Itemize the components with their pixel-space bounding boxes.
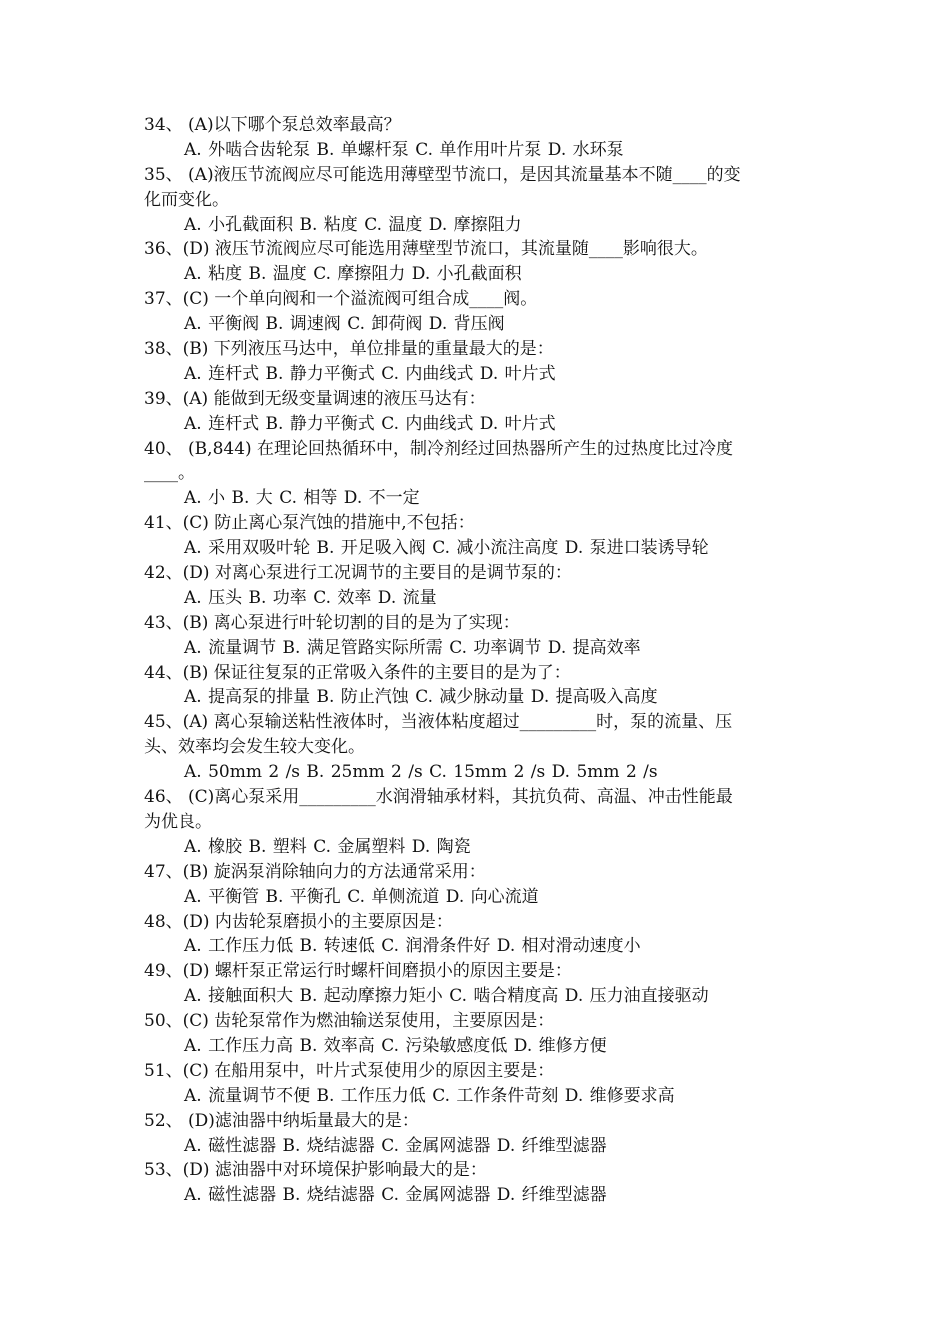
answer-options: A. 50mm 2 /s B. 25mm 2 /s C. 15mm 2 /s D. 5mm 2 /s (184, 762, 658, 783)
answer-options: A. 接触面积大 B. 起动摩擦力矩小 C. 啮合精度高 D. 压力油直接驱动 (184, 986, 709, 1007)
question-text: 45、(A) 离心泵输送粘性液体时，当液体粘度超过_________时，泵的流量、压 (144, 712, 733, 733)
answer-options: A. 工作压力高 B. 效率高 C. 污染敏感度低 D. 维修方便 (184, 1035, 607, 1056)
question-text: 48、(D) 内齿轮泵磨损小的主要原因是： (144, 911, 453, 932)
answer-options: A. 平衡管 B. 平衡孔 C. 单侧流道 D. 向心流道 (184, 886, 539, 907)
answer-options: A. 外啮合齿轮泵 B. 单螺杆泵 C. 单作用叶片泵 D. 水环泵 (184, 139, 624, 160)
question-text-continued: 化而变化。 (144, 189, 229, 210)
answer-options: A. 平衡阀 B. 调速阀 C. 卸荷阀 D. 背压阀 (184, 314, 505, 335)
question-text: 40、 (B,844) 在理论回热循环中，制冷剂经过回热器所产生的过热度比过冷度 (144, 438, 734, 459)
answer-options: A. 小 B. 大 C. 相等 D. 不一定 (184, 488, 420, 509)
question-text: 44、(B) 保证往复泵的正常吸入条件的主要目的是为了： (144, 662, 571, 683)
question-text: 46、 (C)离心泵采用_________水润滑轴承材料，其抗负荷、高温、冲击性能最 (144, 787, 733, 808)
question-text-continued: ____。 (144, 463, 195, 484)
question-text: 49、(D) 螺杆泵正常运行时螺杆间磨损小的原因主要是： (144, 961, 572, 982)
answer-options: A. 连杆式 B. 静力平衡式 C. 内曲线式 D. 叶片式 (184, 363, 556, 384)
question-text: 42、(D) 对离心泵进行工况调节的主要目的是调节泵的： (144, 563, 572, 584)
answer-options: A. 流量调节 B. 满足管路实际所需 C. 功率调节 D. 提高效率 (184, 637, 641, 658)
question-text: 35、 (A)液压节流阀应尽可能选用薄壁型节流口，是因其流量基本不随____的变 (144, 164, 741, 185)
question-list (144, 113, 814, 1208)
answer-options: A. 连杆式 B. 静力平衡式 C. 内曲线式 D. 叶片式 (184, 413, 556, 434)
question-text-continued: 头、效率均会发生较大变化。 (144, 737, 365, 758)
question-text-continued: 为优良。 (144, 811, 212, 832)
question-text: 39、(A) 能做到无级变量调速的液压马达有： (144, 388, 486, 409)
answer-options: A. 采用双吸叶轮 B. 开足吸入阀 C. 减小流注高度 D. 泵进口装诱导轮 (184, 538, 709, 559)
question-text: 50、(C) 齿轮泵常作为燃油输送泵使用，主要原因是： (144, 1011, 555, 1032)
answer-options: A. 小孔截面积 B. 粘度 C. 温度 D. 摩擦阻力 (184, 214, 522, 235)
question-text: 41、(C) 防止离心泵汽蚀的措施中,不包括： (144, 513, 475, 534)
answer-options: A. 粘度 B. 温度 C. 摩擦阻力 D. 小孔截面积 (184, 264, 522, 285)
question-text: 34、 (A)以下哪个泵总效率最高？ (144, 115, 401, 135)
question-text: 36、(D) 液压节流阀应尽可能选用薄壁型节流口，其流量随____影响很大。 (144, 239, 708, 260)
answer-options: A. 磁性滤器 B. 烧结滤器 C. 金属网滤器 D. 纤维型滤器 (184, 1135, 607, 1156)
answer-options: A. 提高泵的排量 B. 防止汽蚀 C. 减少脉动量 D. 提高吸入高度 (184, 687, 658, 708)
question-text: 43、(B) 离心泵进行叶轮切割的目的是为了实现： (144, 612, 520, 633)
question-text: 51、(C) 在船用泵中，叶片式泵使用少的原因主要是： (144, 1060, 555, 1081)
question-text: 52、 (D)滤油器中纳垢量最大的是： (144, 1110, 419, 1131)
question-text: 37、(C) 一个单向阀和一个溢流阀可组合成____阀。 (144, 289, 538, 310)
question-text: 53、(D) 滤油器中对环境保护影响最大的是： (144, 1160, 487, 1181)
question-text: 38、(B) 下列液压马达中，单位排量的重量最大的是： (144, 339, 554, 360)
answer-options: A. 磁性滤器 B. 烧结滤器 C. 金属网滤器 D. 纤维型滤器 (184, 1185, 607, 1206)
answer-options: A. 流量调节不便 B. 工作压力低 C. 工作条件苛刻 D. 维修要求高 (184, 1085, 675, 1106)
answer-options: A. 橡胶 B. 塑料 C. 金属塑料 D. 陶瓷 (184, 836, 471, 857)
answer-options: A. 工作压力低 B. 转速低 C. 润滑条件好 D. 相对滑动速度小 (184, 936, 641, 957)
question-text: 47、(B) 旋涡泵消除轴向力的方法通常采用： (144, 861, 486, 882)
answer-options: A. 压头 B. 功率 C. 效率 D. 流量 (184, 587, 437, 608)
